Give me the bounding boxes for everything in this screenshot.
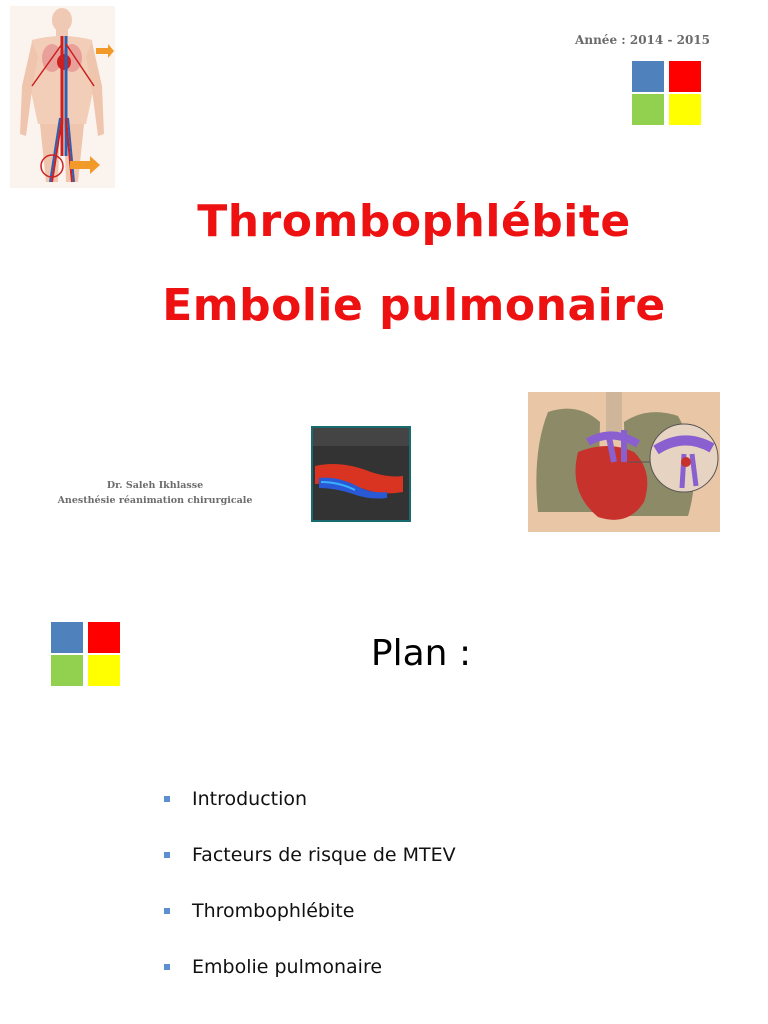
- list-item-label: Embolie pulmonaire: [192, 956, 383, 978]
- author-role: Anesthésie réanimation chirurgicale: [57, 495, 253, 506]
- author-name: Dr. Saleh Ikhlasse: [106, 480, 204, 491]
- list-item: [160, 788, 456, 844]
- list-item: [160, 900, 456, 956]
- list-item-label: Introduction: [192, 788, 308, 810]
- doppler-ultrasound-image: [311, 426, 411, 522]
- quad-red-square: [669, 61, 701, 92]
- title-line-1: Thrombophlébite: [197, 196, 631, 247]
- plan-list: [160, 788, 456, 1012]
- bullet-icon: [164, 852, 170, 858]
- author-block: [40, 478, 270, 508]
- lung-heart-illustration: [528, 392, 720, 532]
- list-item: [160, 844, 456, 900]
- body-vascular-illustration: [10, 6, 115, 188]
- list-item-label: Thrombophlébite: [192, 900, 355, 922]
- bullet-icon: [164, 796, 170, 802]
- title-line-2: Embolie pulmonaire: [162, 280, 666, 331]
- list-item: [160, 956, 456, 1012]
- plan-heading: Plan :: [370, 633, 472, 674]
- academic-year: Année : 2014 - 2015: [575, 33, 710, 47]
- quad-blue-square: [632, 61, 664, 92]
- bullet-icon: [164, 908, 170, 914]
- quad-green-square: [632, 94, 664, 125]
- color-quad-logo: [632, 61, 702, 125]
- quad-yellow-square: [669, 94, 701, 125]
- bullet-icon: [164, 964, 170, 970]
- list-item-label: Facteurs de risque de MTEV: [192, 844, 456, 866]
